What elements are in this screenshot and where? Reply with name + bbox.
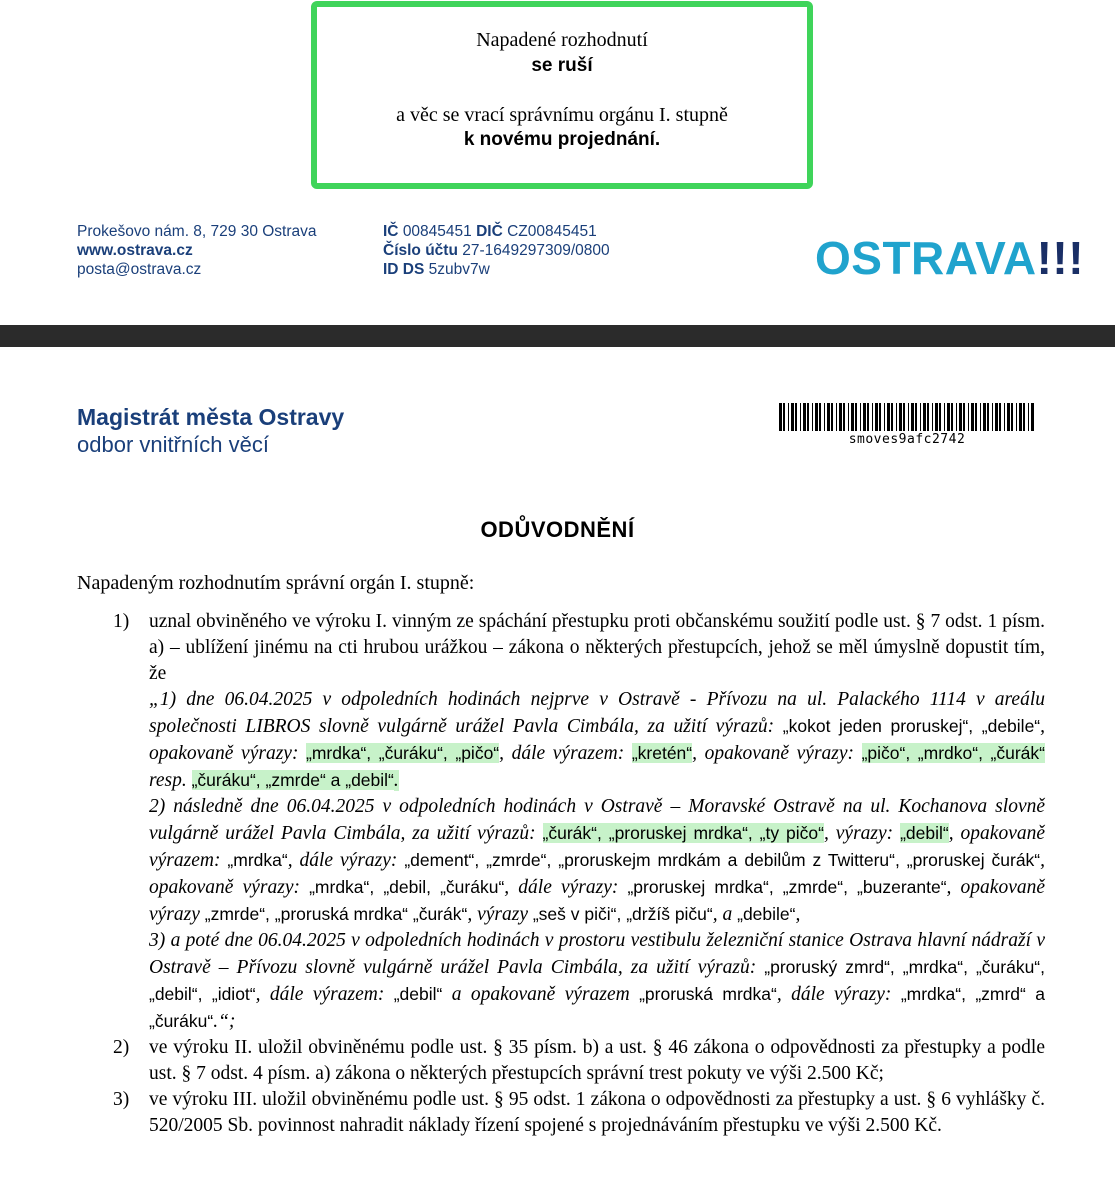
ostrava-logo: OSTRAVA!!! (815, 232, 1085, 284)
item-number: 2) (113, 1037, 130, 1058)
office-name: Magistrát města Ostravy (77, 404, 345, 430)
section-heading: ODŮVODNĚNÍ (480, 517, 635, 542)
intro-text: Napadeným rozhodnutím správní orgán I. stupně: (77, 572, 475, 594)
quote-1: „1) dne 06.04.2025 v odpoledních hodinách nejprve v Ostravě - Přívozu na ul. Palackého 1114 v areálu společnosti LIBROS slovně vulgárně urážel Pavla Cimbála, za užití výrazů: „kokot jeden proruskej“, „debile“, opakovaně výrazy: „mrdka“, „čuráku“, „pičo“, dále výrazem: „kretén“, opakovaně výrazy: „pičo“, „mrdko“, „čurák“ resp. „čuráku“, „zmrde“ a „debil“. (149, 689, 1045, 791)
footer-ds: ID DS 5zubv7w (383, 261, 490, 278)
footer-ids (383, 222, 610, 279)
barcode-text: smoves9afc2742 (848, 432, 966, 447)
item-number: 1) (113, 611, 130, 632)
item-text: ve výroku III. uložil obviněnému podle ust. § 95 odst. 1 zákona o odpovědnosti za přestupky a ust. § 6 vyhlášky č. 520/2005 Sb. povinnost nahradit náklady řízení spojené s projednáváním přestupku ve výši 2.500 Kč. (149, 1089, 1045, 1136)
department-name: odbor vnitřních věcí (77, 432, 269, 457)
quote-2: 2) následně dne 06.04.2025 v odpoledních hodinách v Ostravě – Moravské Ostravě na ul. Kochanova slovně vulgárně urážel Pavla Cimbála, za užití výrazů: „čurák“, „proruskej mrdka“, „ty pičo“, výrazy: „debil“, opakovaně výrazem: „mrdka“, dále výrazy: „dement“, „zmrde“, „proruskejm mrdkám a debilům z Twitteru“, „proruskej čurák“, opakovaně výrazy: „mrdka“, „debil, „čuráku“, dále výrazy: „proruskej mrdka“, „zmrde“, „buzerante“, opakovaně výrazy „zmrde“, „proruská mrdka“ „čurák“, výrazy „seš v piči“, „držíš piču“, a „debile“, (149, 796, 1046, 925)
footer-ic: IČ 00845451 DIČ CZ00845451 (383, 223, 597, 240)
footer-web: www.ostrava.cz (77, 242, 193, 259)
verdict-line-1: Napadené rozhodnutí (476, 29, 648, 51)
quote-3: 3) a poté dne 06.04.2025 v odpoledních hodinách v prostoru vestibulu železniční stanice Ostrava hlavní nádraží v Ostravě – Přívozu slovně vulgárně urážel Pavla Cimbála, za užití výrazů: „proruský zmrd“, „mrdka“, „čuráku“, „debil“, „idiot“, dále výrazem: „debil“ a opakovaně výrazem „proruská mrdka“, dále výrazy: „mrdka“, „zmrd“ a „čuráku“.“; (149, 930, 1045, 1032)
list-item (77, 609, 1045, 1035)
footer-email: posta@ostrava.cz (77, 261, 202, 278)
item-text: ve výroku II. uložil obviněnému podle ust. § 35 písm. b) a ust. § 46 zákona o odpovědnosti za přestupky a podle ust. § 7 odst. 4 písm. a) zákona o některých přestupcích správní trest pokuty ve výši 2.500 Kč; (149, 1037, 1045, 1084)
item-number: 3) (113, 1089, 130, 1110)
list-item (77, 1087, 1045, 1139)
verdict-line-4: k novému projednání. (463, 129, 661, 150)
footer-account: Číslo účtu 27-1649297309/0800 (383, 242, 610, 259)
verdict-box (311, 1, 813, 189)
footer-address: Prokešovo nám. 8, 729 30 Ostrava (77, 223, 317, 240)
reasons-list (77, 609, 1045, 1139)
footer-contact (77, 222, 317, 279)
barcode-icon (779, 403, 1035, 431)
verdict-line-3: a věc se vrací správnímu orgánu I. stupně (396, 104, 728, 126)
page-separator (0, 325, 1115, 347)
item-text: uznal obviněného ve výroku I. vinným ze spáchání přestupku proti občanskému soužití podle ust. § 7 odst. 1 písm. a) – ublížení jinému na cti hrubou urážkou – zákona o některých přestupcích, jehož se měl úmyslně dopustit tím, že (149, 611, 1045, 684)
verdict-line-2: se ruší (531, 55, 593, 76)
list-item (77, 1035, 1045, 1087)
